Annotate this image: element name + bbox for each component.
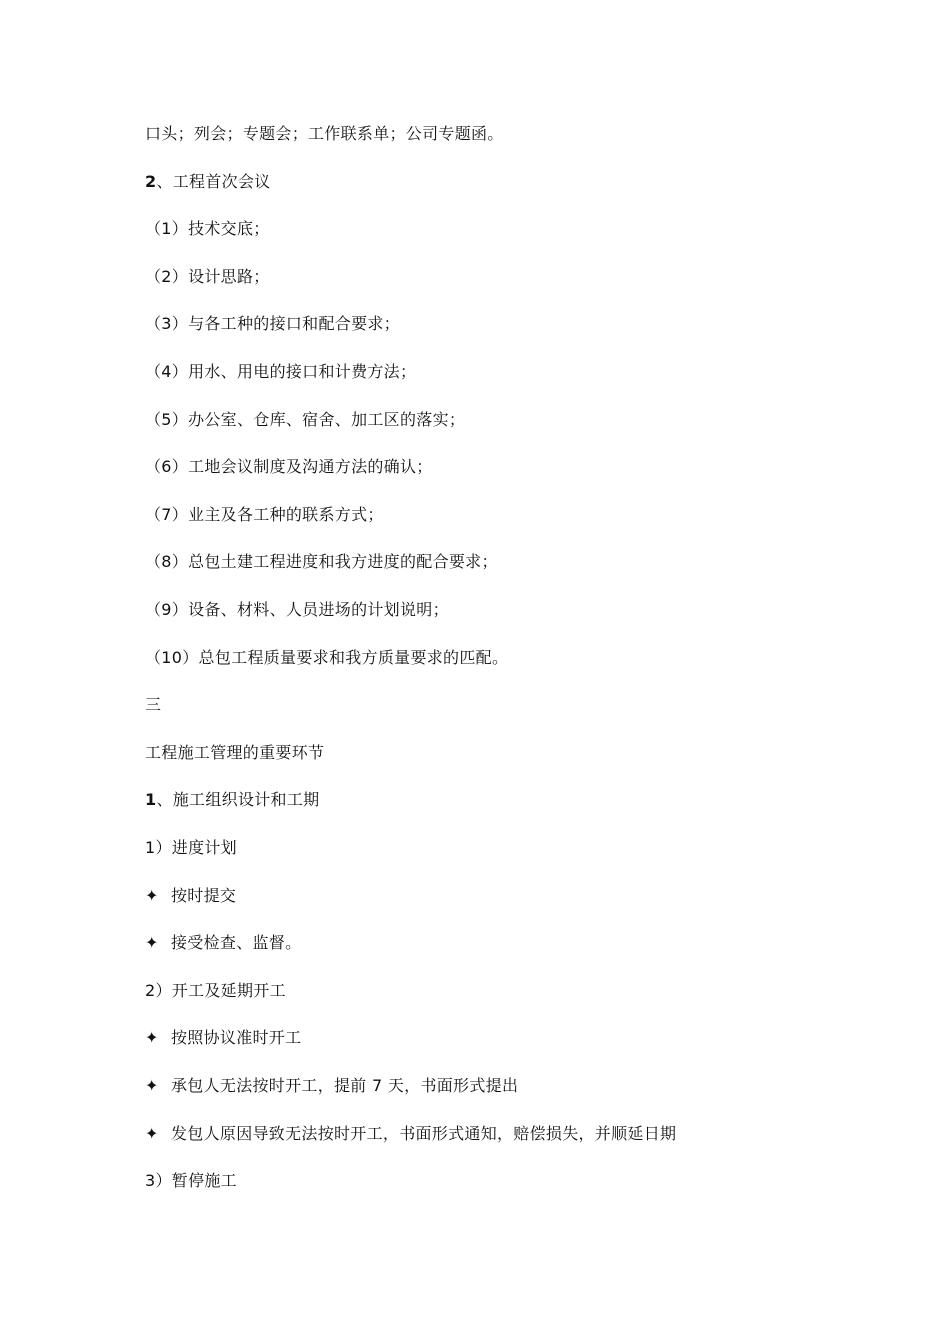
star-bullet-icon: ✦ (145, 933, 159, 952)
bullet-item-text: 接受检查、监督。 (171, 933, 302, 952)
list-item (145, 314, 400, 334)
bullet-item (145, 1076, 518, 1096)
chapter-title-text: 工程施工管理的重要环节 (145, 743, 325, 762)
bullet-item-text: 按照协议准时开工 (171, 1028, 302, 1047)
list-item-text: （2）设计思路； (145, 267, 270, 286)
section-1-heading (145, 790, 319, 810)
list-item (145, 552, 498, 572)
list-item (145, 219, 270, 239)
bullet-item-text: 发包人原因导致无法按时开工，书面形式通知，赔偿损失，并顺延日期 (171, 1124, 677, 1143)
list-item-text: （6）工地会议制度及沟通方法的确认； (145, 457, 433, 476)
list-item (145, 648, 508, 668)
bullet-item (145, 1028, 301, 1048)
bullet-item (145, 886, 236, 906)
communication-methods-text: 口头；列会；专题会；工作联系单；公司专题函。 (145, 124, 504, 143)
bullet-item-text: 承包人无法按时开工，提前 7 天，书面形式提出 (171, 1076, 519, 1095)
list-item (145, 362, 416, 382)
chapter-number (145, 695, 161, 715)
subsection-heading (145, 838, 237, 858)
list-item (145, 457, 433, 477)
subsection-heading (145, 1171, 237, 1191)
section-title: 、工程首次会议 (156, 172, 271, 191)
star-bullet-icon: ✦ (145, 1028, 159, 1047)
bullet-item-text: 按时提交 (171, 886, 237, 905)
list-item-text: （10）总包工程质量要求和我方质量要求的匹配。 (145, 648, 509, 667)
subsection-text: 2）开工及延期开工 (145, 981, 286, 1000)
list-item (145, 410, 465, 430)
bullet-item (145, 933, 301, 953)
star-bullet-icon: ✦ (145, 1076, 159, 1095)
chapter-title (145, 743, 324, 763)
list-item-text: （7）业主及各工种的联系方式； (145, 505, 384, 524)
communication-methods-line (145, 124, 504, 144)
subsection-heading (145, 981, 286, 1001)
list-item (145, 267, 270, 287)
list-item (145, 505, 384, 525)
list-item-text: （5）办公室、仓库、宿舍、加工区的落实； (145, 410, 466, 429)
section-number: 1 (145, 790, 157, 809)
list-item-text: （8）总包土建工程进度和我方进度的配合要求； (145, 552, 498, 571)
section-2-heading (145, 172, 271, 192)
list-item-text: （4）用水、用电的接口和计费方法； (145, 362, 417, 381)
subsection-text: 3）暂停施工 (145, 1171, 237, 1190)
list-item-text: （9）设备、材料、人员进场的计划说明； (145, 600, 449, 619)
star-bullet-icon: ✦ (145, 1124, 159, 1143)
star-bullet-icon: ✦ (145, 886, 159, 905)
chapter-number-text: 三 (145, 695, 162, 714)
bullet-item (145, 1124, 676, 1144)
list-item-text: （1）技术交底； (145, 219, 270, 238)
list-item-text: （3）与各工种的接口和配合要求； (145, 314, 400, 333)
section-number: 2 (145, 172, 157, 191)
subsection-text: 1）进度计划 (145, 838, 237, 857)
list-item (145, 600, 449, 620)
section-title: 、施工组织设计和工期 (156, 790, 320, 809)
